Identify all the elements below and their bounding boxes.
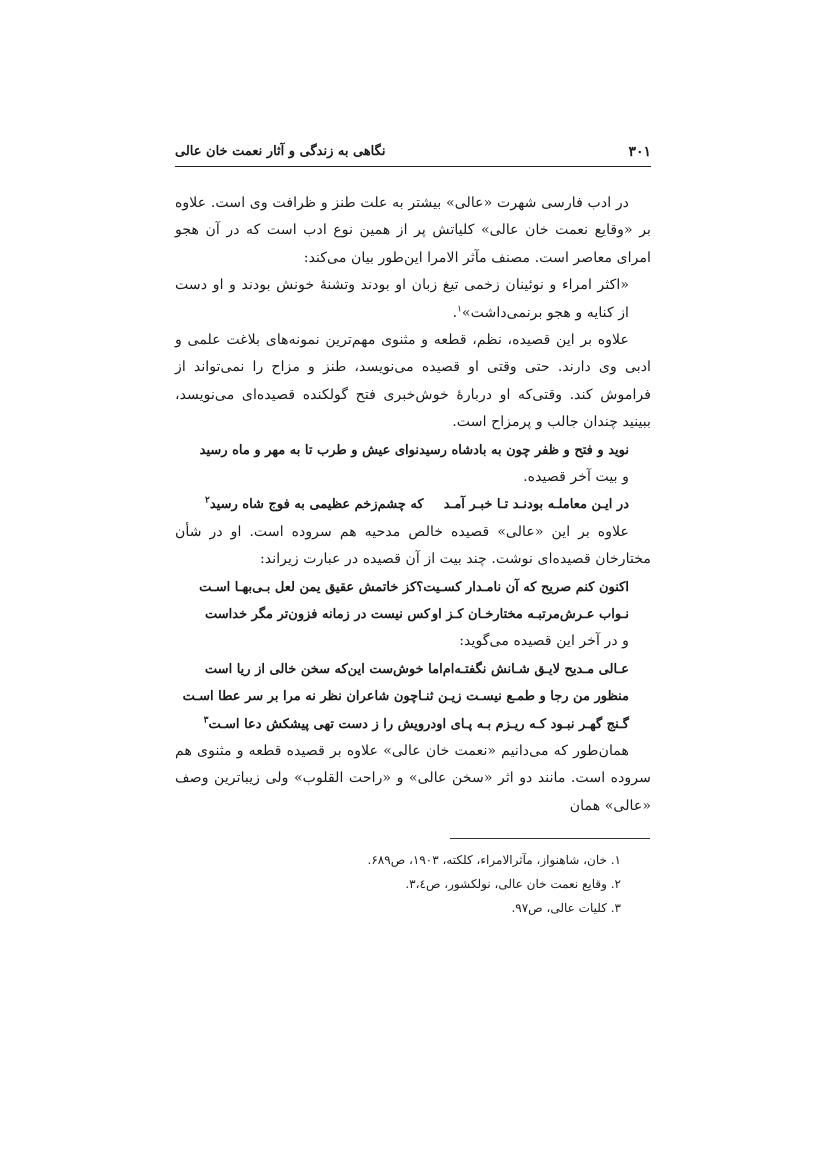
verse-line-4 — [175, 601, 651, 628]
verse-line-2 — [175, 491, 651, 518]
verse-line-6 — [175, 683, 651, 710]
paragraph-3: علاوه بر این «عالی» قصیده خالص مدحیه هم سروده است. او در شأن مختارخان قصیده‌ای نوشت. چند بیت از آن قصیده در عبارت زیراند: — [175, 523, 651, 568]
verse-line-1 — [175, 437, 651, 464]
footnote-ref-2: ۲ — [205, 496, 210, 507]
paragraph-1: در ادب فارسی شهرت «عالی» بیشتر به علت طنز و ظرافت وی است. علاوه بر «وقایع نعمت خان عالی» کلیاتش پر از همین نوع ادب است که در آن هجو امرای معاصر است. مصنف مآثر الامرا این‌طور بیان می‌کند: — [175, 195, 651, 266]
hemistich-left: نوای عیش و طرب تا به مهر و ماه رسید — [199, 442, 419, 458]
hemistich-left: کس نیست در زمانه فزون‌تر مگر خداست — [205, 607, 431, 623]
page-number: ۳۰۱ — [628, 144, 651, 160]
hemistich-right: منظور من رجا و طمـع نیسـت زیـن ثنـا — [418, 689, 629, 705]
hemistich-right: عـالی مـدیح لایـق شـانش نگفتـه‌ام — [442, 661, 629, 677]
hemistich-left — [205, 491, 424, 518]
verse-line-7 — [175, 711, 651, 738]
footnote-3: ۳. کلیات عالی، ص۹۷. — [511, 901, 621, 915]
running-title: نگاهی به زندگی و آثار نعمت خان عالی — [175, 144, 386, 159]
page-header — [175, 144, 651, 167]
paragraph-4: همان‌طور که می‌دانیم «نعمت خان عالی» علاوه بر قصیده قطعه و مثنوی هم سروده است. مانند دو اثر «سخن عالی» و «راحت القلوب» ولی زیباترین وصف «عالی» همان — [175, 743, 651, 814]
hemistich-left — [204, 711, 437, 738]
hemistich-right: اکنون کنم صریح که آن نامـدار کسـیت؟ — [416, 579, 629, 595]
footnote-2: ۲. وقایع نعمت خان عالی، نولکشور، ص۳،٤. — [405, 877, 621, 891]
footnote-divider — [450, 838, 650, 839]
block-quote: «اکثر امراء و نوئینان زخمی تیغ زبان او بودند وتشنهٔ خونش بودند و او دست از کنایه و هجو برنمی‌داشت»$^۱$. — [175, 277, 629, 321]
footnote-ref-3: ۳ — [203, 715, 209, 726]
hemistich-left: اما خوش‌ست این‌که سخن خالی از ریا است — [204, 661, 443, 677]
paragraph-2: علاوه بر این قصیده، نظم، قطعه و مثنوی مهم‌ترین نمونه‌های بلاغت علمی و ادبی وی دارند. حتی وقتی او قصیده می‌نویسد، طنز و مزاح را نمی‌تواند از فراموش کند. وقتی‌که او دربارهٔ خوش‌خبری فتح گولکنده قصیده‌ای می‌نویسد، ببینید چندان جالب و پرمزاح است. — [175, 332, 651, 431]
hemistich-right: در ایـن معاملـه بودنـد تـا خبـر آمـد — [443, 497, 629, 513]
footnotes — [175, 848, 651, 920]
hemistich-text: که چشم‌زخم عظیمی به فوج شاه رسید — [209, 497, 424, 513]
hemistich-right: نـواب عـرش‌مرتبـه مختارخـان کـز او — [431, 607, 629, 623]
hemistich-text: درویش را ز دست تهی پیشکش دعا اسـت — [208, 716, 437, 732]
footnote-ref-1: ۱ — [457, 303, 462, 314]
quote-text: «اکثر امراء و نوئینان زخمی تیغ زبان او بودند وتشنهٔ خونش بودند و او دست از کنایه و هجو برنمی‌داشت» — [175, 277, 629, 321]
footnote-1: ۱. خان، شاهنواز، مآثرالامراء، کلکته، ۱۹۰۳، ص۶۸۹. — [367, 853, 621, 867]
text-line-last-verse: و بیت آخر قصیده. — [523, 469, 629, 486]
verse-line-5 — [175, 656, 651, 683]
hemistich-right: نوید و فتح و ظفر چون به بادشاه رسید — [419, 442, 629, 458]
body-text — [175, 190, 651, 820]
text-line-end-of-qasida: و در آخر این قصیده می‌گوید: — [459, 633, 629, 650]
verse-line-3 — [175, 574, 651, 601]
hemistich-left: چون شاعران نظر نه مرا بر سر عطا اسـت — [182, 689, 419, 705]
hemistich-right: گـنج گهـر نبـود کـه ریـزم بـه پـای او — [436, 716, 629, 732]
hemistich-left: کز خاتمش عقیق یمن لعل بـی‌بهـا اسـت — [199, 579, 417, 595]
